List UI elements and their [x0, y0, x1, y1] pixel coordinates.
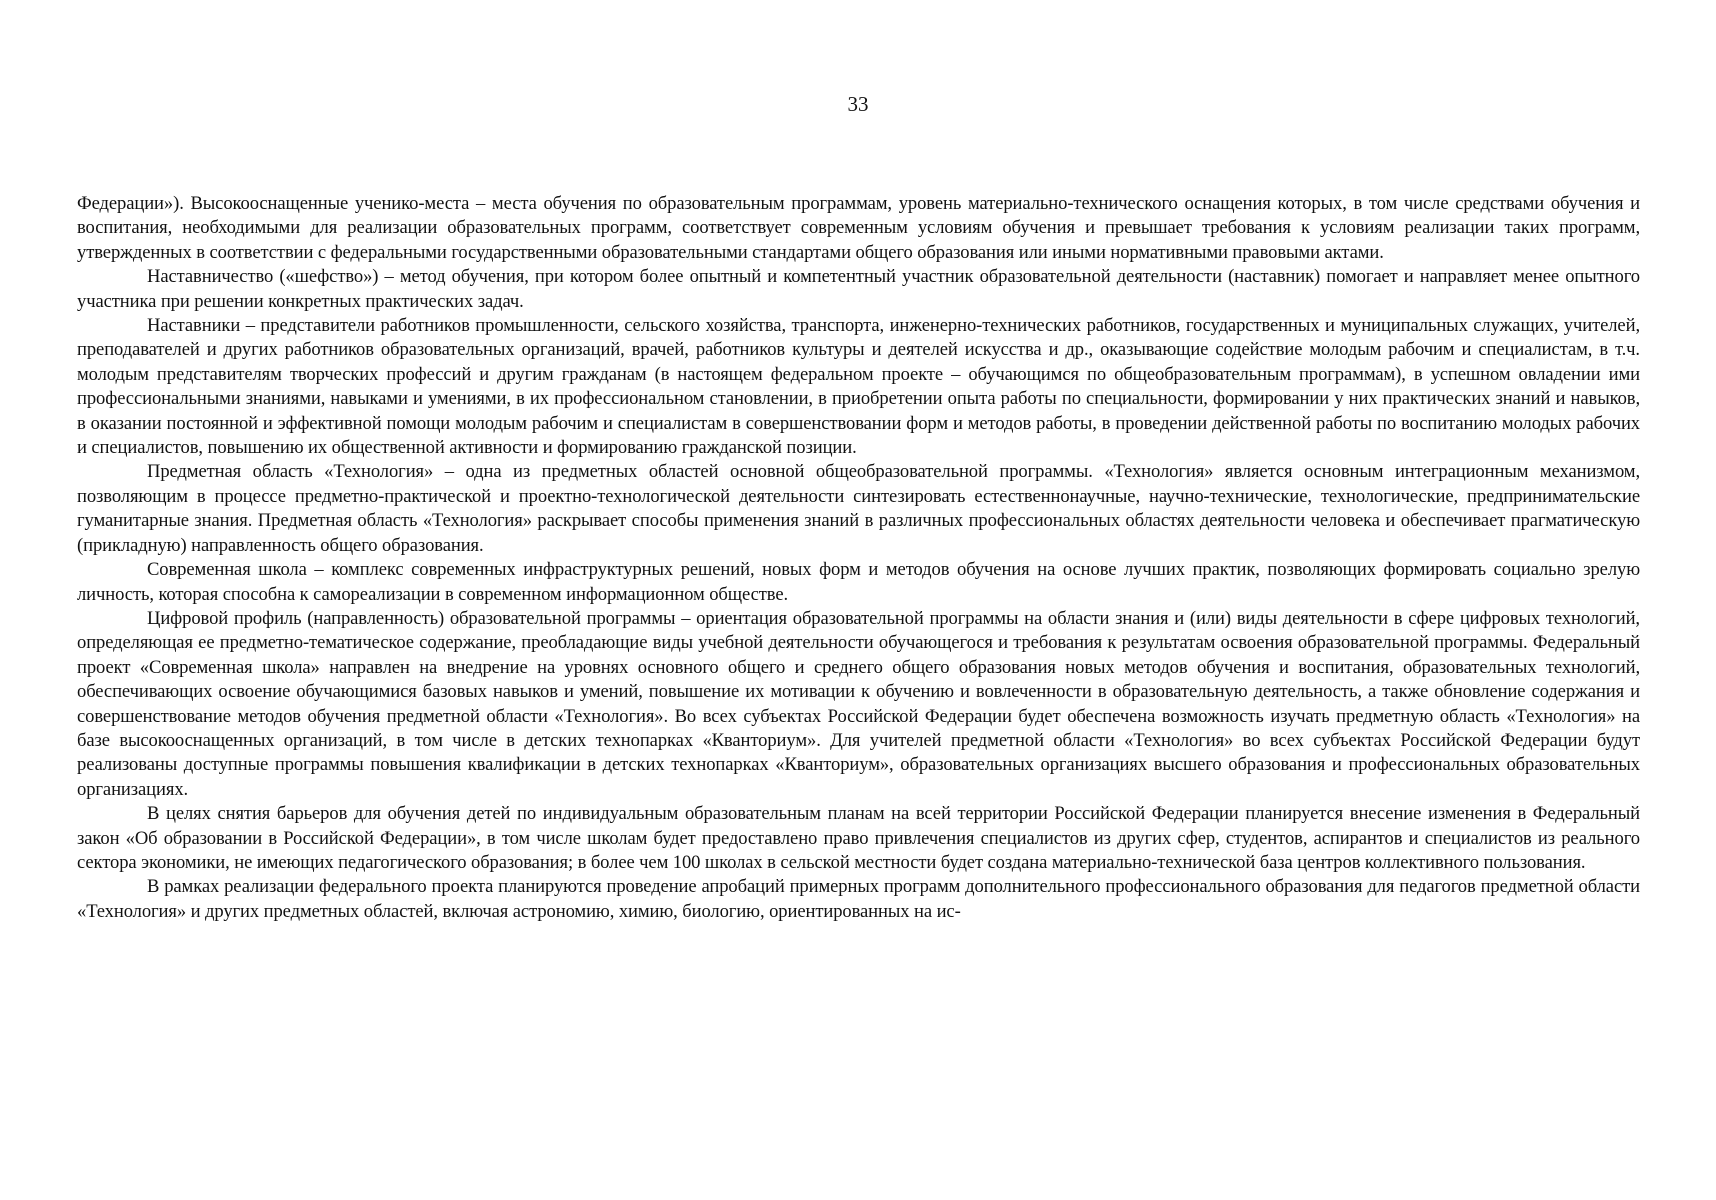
paragraph-nastavnichestvo: Наставничество («шефство») – метод обучения, при котором более опытный и компетентный участник образовательной деятельности (наставник) помогает и направляет менее опытного участника при решении конкретных практических задач.: [77, 266, 1640, 312]
paragraph-tekhnologiya: Предметная область «Технология» – одна из предметных областей основной общеобразовательной программы. «Технология» является основным интеграционным механизмом, позволяющим в процессе предметно-практической и проектно-технологической деятельности синтезировать естественнонаучные, научно-технические, технологические, предпринимательские гуманитарные знания. Предметная область «Технология» раскрывает способы применения знаний в различных профессиональных областях деятельности человека и обеспечивает прагматическую (прикладную) направленность общего образования.: [77, 461, 1640, 556]
paragraph-continuation: Федерации»). Высокооснащенные ученико-места – места обучения по образовательным программам, уровень материально-технического оснащения которых, в том числе средствами обучения и воспитания, необходимыми для реализации образовательных программ, соответствует современным условиям обучения и превышает требования к условиям реализации таких программ, утвержденных в соответствии с федеральными государственными образовательными стандартами общего образования или иными нормативными правовыми актами.: [77, 193, 1640, 263]
document-body: [77, 192, 1640, 924]
paragraph-nastavniki: Наставники – представители работников промышленности, сельского хозяйства, транспорта, инженерно-технических работников, государственных и муниципальных служащих, учителей, преподавателей и других работников образовательных организаций, врачей, работников культуры и деятелей искусства и др., оказывающие содействие молодым рабочим и специалистам, в т.ч. молодым представителям творческих профессий и другим гражданам (в настоящем федеральном проекте – обучающимся по общеобразовательным программам), в успешном овладении ими профессиональными знаниями, навыками и умениями, в их профессиональном становлении, в приобретении опыта работы по специальности, формировании у них практических знаний и навыков, в оказании постоянной и эффективной помощи молодым рабочим и специалистам в совершенствовании форм и методов работы, в проведении действенной работы по воспитанию молодых рабочих и специалистов, повышению их общественной активности и формированию гражданской позиции.: [77, 315, 1640, 459]
paragraph-aprobatsii: В рамках реализации федерального проекта планируются проведение апробаций примерных программ дополнительного профессионального образования для педагогов предметной области «Технология» и других предметных областей, включая астрономию, химию, биологию, ориентированных на ис-: [77, 876, 1640, 922]
paragraph-tsifrovoy-profil: Цифровой профиль (направленность) образовательной программы – ориентация образовательной программы на области знания и (или) виды деятельности в сфере цифровых технологий, определяющая ее предметно-тематическое содержание, преобладающие виды учебной деятельности обучающегося и требования к результатам освоения образовательной программы. Федеральный проект «Современная школа» направлен на внедрение на уровнях основного общего и среднего общего образования новых методов обучения и воспитания, образовательных технологий, обеспечивающих освоение обучающимися базовых навыков и умений, повышение их мотивации к обучению и вовлеченности в образовательную деятельность, а также обновление содержания и совершенствование методов обучения предметной области «Технология». Во всех субъектах Российской Федерации будет обеспечена возможность изучать предметную область «Технология» на базе высокооснащенных организаций, в том числе в детских технопарках «Кванториум». Для учителей предметной области «Технология» во всех субъектах Российской Федерации будут реализованы доступные программы повышения квалификации в детских технопарках «Кванториум», образовательных организациях высшего образования и профессиональных образовательных организациях.: [77, 607, 1640, 800]
paragraph-barriers: В целях снятия барьеров для обучения детей по индивидуальным образовательным планам на всей территории Российской Федерации планируется внесение изменения в Федеральный закон «Об образовании в Российской Федерации», в том числе школам будет предоставлено право привлечения специалистов из других сфер, студентов, аспирантов и специалистов из реального сектора экономики, не имеющих педагогического образования; в более чем 100 школах в сельской местности будет создана материально-технической база центров коллективного пользования.: [77, 803, 1640, 873]
page-number: 33: [847, 92, 869, 116]
paragraph-sovremennaya-shkola: Современная школа – комплекс современных инфраструктурных решений, новых форм и методов обучения на основе лучших практик, позволяющих формировать социально зрелую личность, которая способна к самореализации в современном информационном обществе.: [77, 559, 1640, 605]
